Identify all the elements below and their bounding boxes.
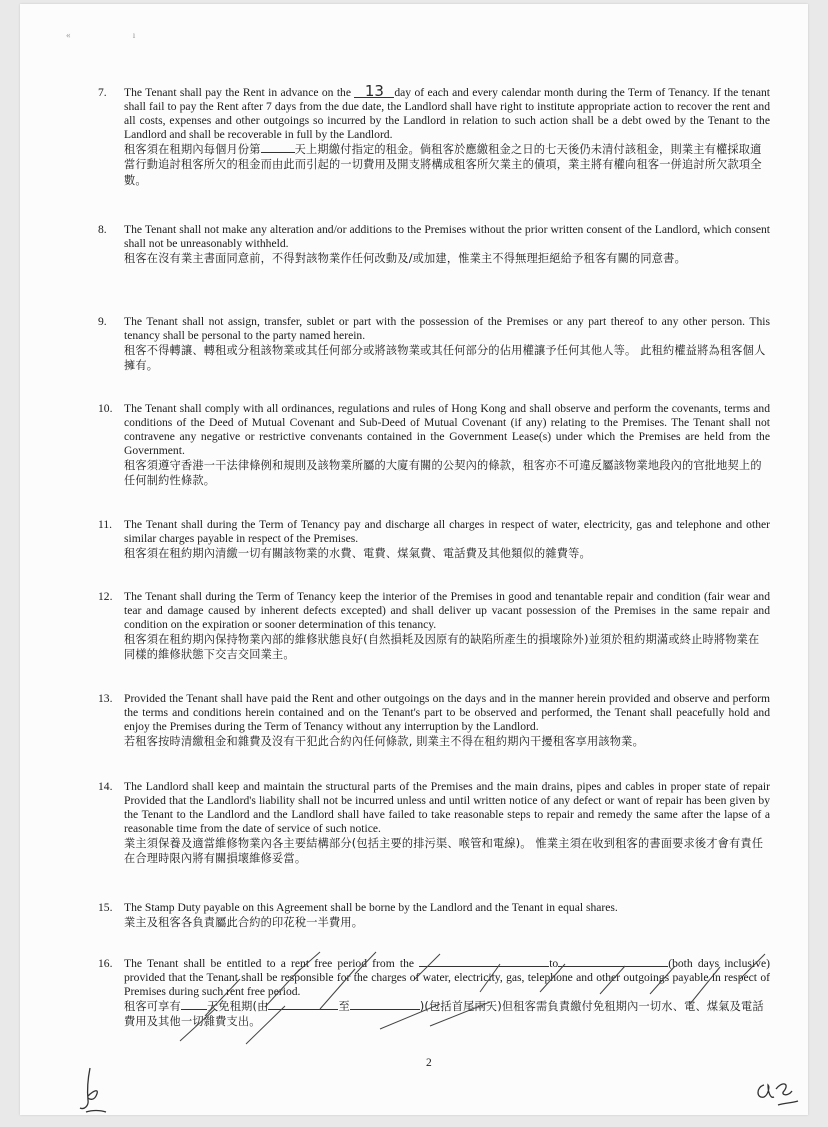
clause-english: The Tenant shall not make any alteration and/or additions to the Premises without the prior written consent of the Landlord, which consent shall not be unreasonably withheld. bbox=[124, 223, 770, 250]
clause-8 bbox=[98, 223, 770, 266]
rent-free-to-field[interactable] bbox=[558, 957, 668, 967]
clause-7 bbox=[98, 82, 770, 188]
clause-english: The Tenant shall not assign, transfer, sublet or part with the possession of the Premises or any part thereof to any other person. This tenancy shall be personal to the party named herein. bbox=[124, 315, 770, 342]
page-number: 2 bbox=[426, 1057, 432, 1069]
clause-number: 9. bbox=[98, 315, 107, 328]
scan-marks: « ı bbox=[66, 30, 166, 40]
clause-number: 16. bbox=[98, 957, 113, 970]
clause-11 bbox=[98, 518, 770, 561]
document-page bbox=[20, 4, 808, 1115]
clause-english: The Landlord shall keep and maintain the structural parts of the Premises and the main drains, pipes and cables in proper state of repair Provided that the Landlord's liability shall not be incurred unless and until written notice of any defect or want of repair has been given by the Tenant to the Landlord and the Landlord shall have failed to take reasonable steps to repair and remedy the same after the lapse of a reasonable time from the date of service of such notice. bbox=[124, 780, 770, 835]
clause-english: The Tenant shall be entitled to a rent free period from the to (both days inclusive) provided that the Tenant shall be responsible for the charges of water, electricity, gas, telephone and other outgoings payable in respect of Premises during such rent free period. bbox=[124, 957, 770, 998]
rent-free-from-field[interactable] bbox=[419, 957, 549, 967]
clause-chinese: 業主須保養及適當維修物業內各主要結構部分(包括主要的排污渠、喉管和電線)。 惟業主須在收到租客的書面要求後才會有責任在合理時限內將有關損壞維修妥當。 bbox=[124, 836, 764, 866]
clause-number: 15. bbox=[98, 901, 113, 914]
clause-number: 12. bbox=[98, 590, 113, 603]
clause-14 bbox=[98, 780, 770, 867]
clause-12 bbox=[98, 590, 770, 663]
clause-chinese: 租客不得轉讓、轉租或分租該物業或其任何部分或將該物業或其任何部分的佔用權讓予任何其他人等。 此租約權益將為租客個人擁有。 bbox=[124, 343, 766, 373]
clause-english: The Tenant shall comply with all ordinances, regulations and rules of Hong Kong and shall observe and perform the covenants, terms and conditions of the Deed of Mutual Covenant and Sub-Deed of Mutual Covenant (if any) relating to the Premises. The Tenant shall not contravene any negative or restrictive convenants contained in the Government Lease(s) under which the Premises are held from the Government. bbox=[124, 402, 770, 457]
clause-number: 13. bbox=[98, 692, 113, 705]
clause-9 bbox=[98, 315, 770, 374]
clause-number: 8. bbox=[98, 223, 107, 236]
clause-chinese: 租客須在租期內每個月份第 天上期繳付指定的租金。倘租客於應繳租金之日的七天後仍未清付該租金，則業主有權採取適當行動追討租客所欠的租金而由此而引起的一切費用及開支將構成租客所欠業主的債項，業主將有權向租客一併追討所欠款項全數。 bbox=[124, 142, 762, 187]
clause-number: 14. bbox=[98, 780, 113, 793]
clause-chinese: 業主及租客各負責屬此合約的印花稅一半費用。 bbox=[124, 915, 364, 929]
clause-number: 11. bbox=[98, 518, 113, 531]
clause-english: The Stamp Duty payable on this Agreement shall be borne by the Landlord and the Tenant in equal shares. bbox=[124, 901, 618, 914]
clause-10 bbox=[98, 402, 770, 489]
blank-line bbox=[268, 1000, 338, 1010]
initial-signature-left bbox=[72, 1066, 112, 1116]
clause-english: The Tenant shall pay the Rent in advance on the 13 day of each and every calendar month during the Term of Tenancy. If the tenant shall fail to pay the Rent after 7 days from the due date, the Landlord shall have right to institute appropriate action to recover the rent and all costs, expenses and other outgoings so incurred by the Landlord in relation to such action shall be a debt owed by the Tenant to the Landlord and shall be recoverable in full by the Landlord. bbox=[124, 82, 770, 141]
blank-line bbox=[181, 1000, 207, 1010]
clause-english: The Tenant shall during the Term of Tenancy pay and discharge all charges in respect of water, electricity, gas and telephone and other similar charges payable in respect of the Premises. bbox=[124, 518, 770, 545]
clause-chinese: 租客須在租約期內清繳一切有關該物業的水費、電費、煤氣費、電話費及其他類似的雜費等。 bbox=[124, 546, 591, 560]
clause-15 bbox=[98, 901, 770, 930]
initial-signature-right bbox=[752, 1077, 802, 1113]
clause-chinese: 租客須在租約期內保持物業內部的維修狀態良好(自然損耗及因原有的缺陷所產生的損壞除外)並須於租約期滿或終止時將物業在同樣的維修狀態下交吉交回業主。 bbox=[124, 632, 760, 662]
rent-day-field[interactable]: 13 bbox=[354, 86, 394, 98]
clause-chinese: 租客在沒有業主書面同意前，不得對該物業作任何改動及/或加建，惟業主不得無理拒絕給予租客有關的同意書。 bbox=[124, 251, 686, 265]
blank-line bbox=[350, 1000, 420, 1010]
clause-chinese: 租客須遵守香港一干法律條例和規則及該物業所屬的大廈有關的公契內的條款，租客亦不可違反屬該物業地段內的官批地契上的任何制約性條款。 bbox=[124, 458, 762, 488]
blank-line bbox=[261, 143, 295, 153]
clause-16 bbox=[98, 957, 770, 1030]
clause-number: 7. bbox=[98, 86, 107, 99]
clause-chinese: 若租客按時清繳租金和雜費及沒有干犯此合約內任何條款, 則業主不得在租約期內干擾租客享用該物業。 bbox=[124, 734, 644, 748]
clause-number: 10. bbox=[98, 402, 113, 415]
clause-chinese: 租客可享有 天免租期(由 至 )(包括首尾兩天)但租客需負責繳付免租期內一切水、電、煤氣及電話費用及其他一切雜費支出。 bbox=[124, 999, 764, 1029]
clause-13 bbox=[98, 692, 770, 749]
clause-english: The Tenant shall during the Term of Tenancy keep the interior of the Premises in good and tenantable repair and condition (fair wear and tear and damage caused by inherent defects excepted) and shall deliver up vacant possession of the Premises in the same repair and condition on the expiration or sooner determination of this tenancy. bbox=[124, 590, 770, 631]
clause-english: Provided the Tenant shall have paid the Rent and other outgoings on the days and in the manner herein provided and observe and perform the terms and conditions herein contained and on the Tenant's part to be observed and performed, the Tenant shall peacefully hold and enjoy the Premises during the Term of Tenancy without any interruption by the Landlord. bbox=[124, 692, 770, 733]
